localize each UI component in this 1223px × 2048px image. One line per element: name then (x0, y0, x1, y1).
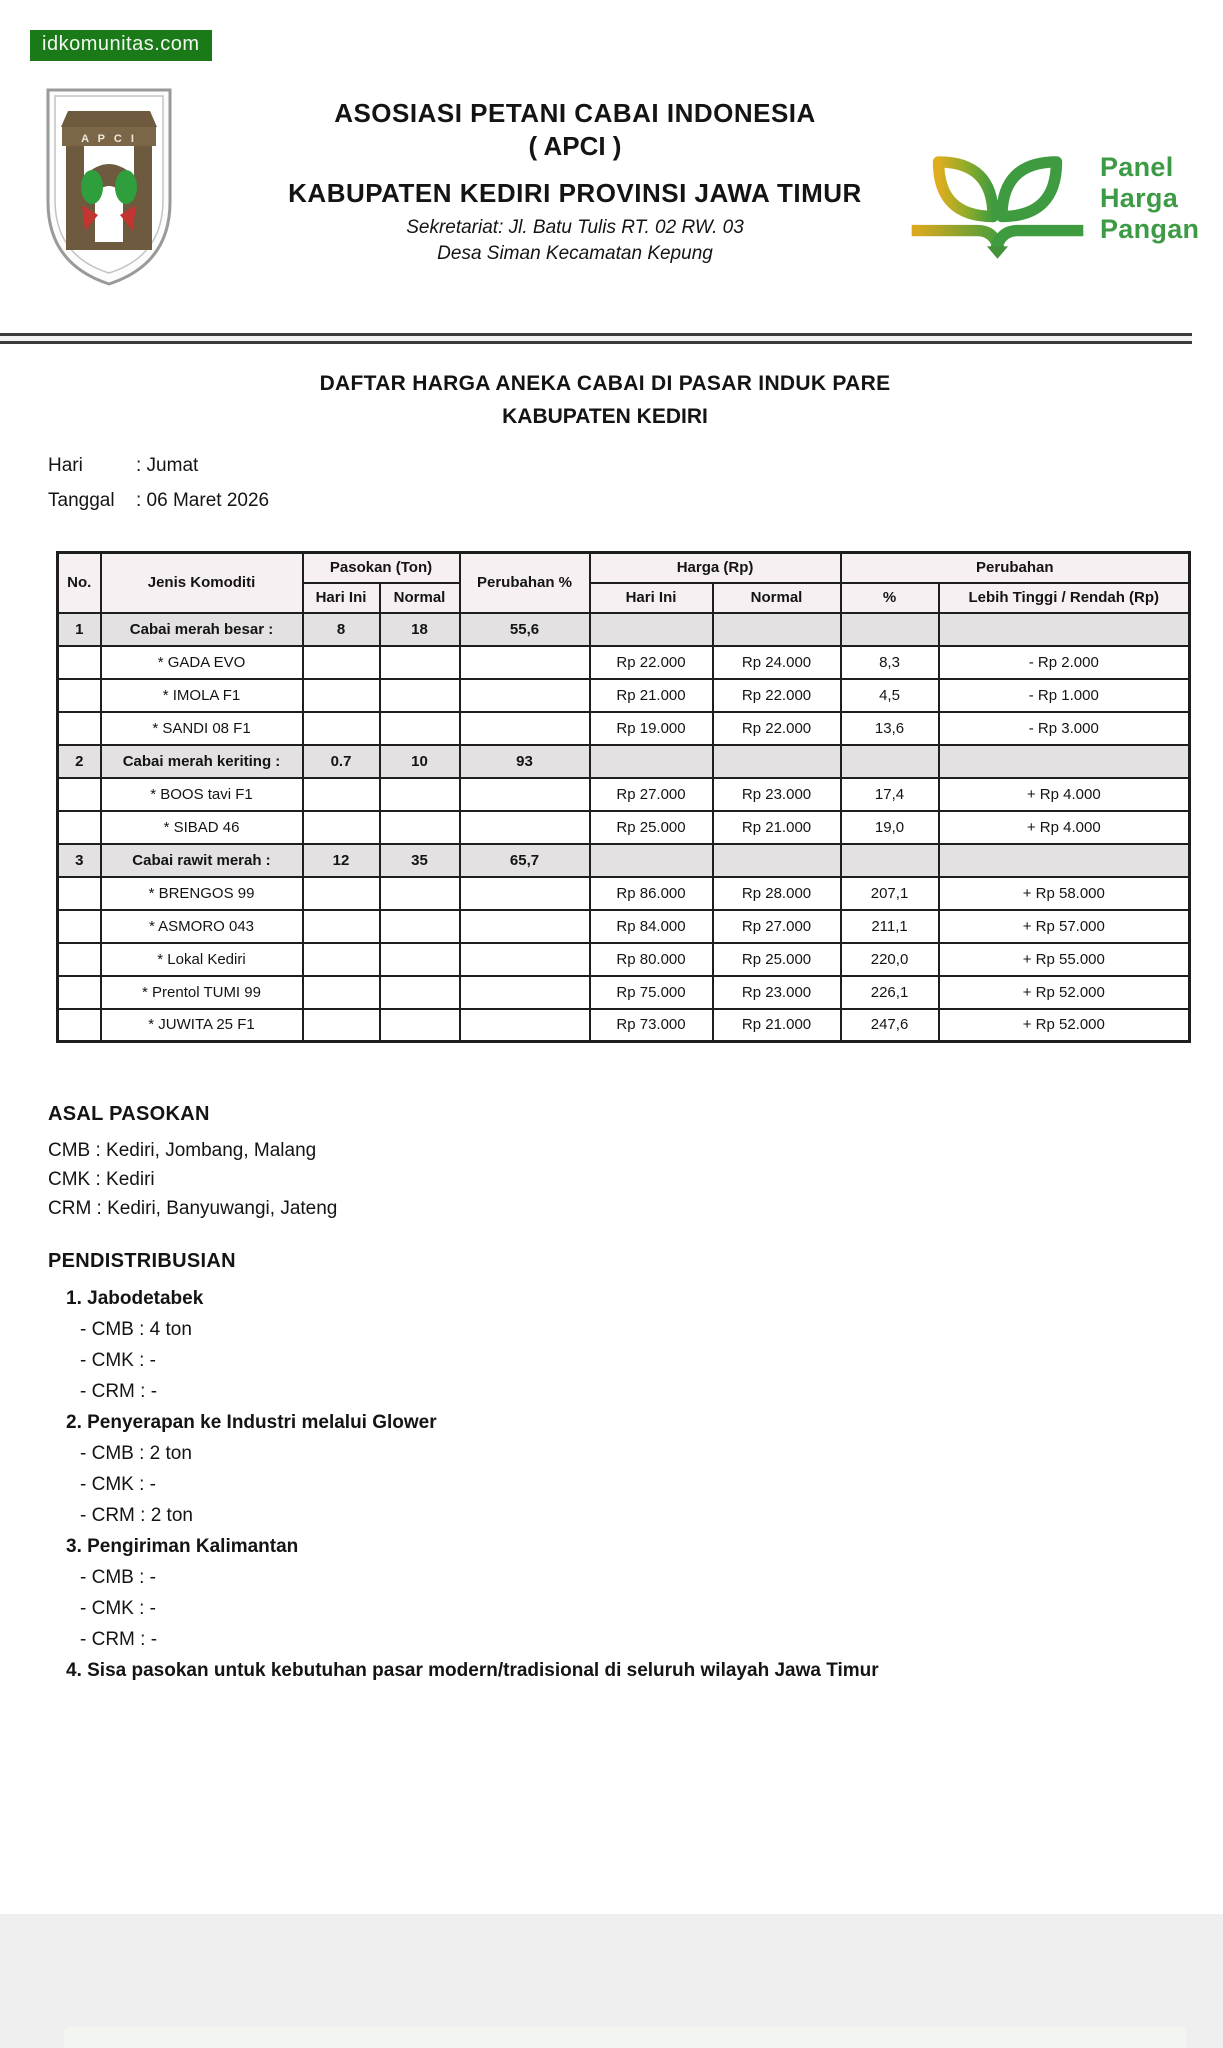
cell-komoditi: * ASMORO 043 (101, 910, 303, 943)
cell-perubahan-pct: 93 (460, 745, 590, 778)
col-header-pasokan-group: Pasokan (Ton) (303, 553, 460, 583)
cell-harga-hari-ini: Rp 86.000 (590, 877, 713, 910)
pendistribusian-item-line: - CMB : 2 ton (80, 1443, 192, 1464)
pendistribusian-item-line: - CMB : 4 ton (80, 1319, 192, 1340)
cell-pct: 17,4 (841, 778, 939, 811)
cell-harga-normal: Rp 22.000 (713, 679, 841, 712)
cell-pasokan-normal (380, 1009, 460, 1042)
cell-pct: 207,1 (841, 877, 939, 910)
cell-pct (841, 745, 939, 778)
secretariat-line1: Sekretariat: Jl. Batu Tulis RT. 02 RW. 03 (406, 217, 744, 238)
col-header-no: No. (58, 553, 101, 613)
document-title-line1: DAFTAR HARGA ANEKA CABAI DI PASAR INDUK PARE (319, 372, 891, 395)
cell-pasokan-normal (380, 943, 460, 976)
cell-komoditi: * GADA EVO (101, 646, 303, 679)
cell-pasokan-normal (380, 712, 460, 745)
col-header-harga-group: Harga (Rp) (590, 553, 841, 583)
cell-pasokan-normal (380, 877, 460, 910)
panel-logo-text-line3: Pangan (1100, 213, 1200, 244)
cell-perubahan-pct: 55,6 (460, 613, 590, 646)
cell-perubahan-pct (460, 877, 590, 910)
table-row-variety (58, 811, 1190, 844)
table-row-variety (58, 646, 1190, 679)
panel-logo-text-line2: Harga (1100, 182, 1179, 213)
cell-perubahan-pct (460, 1009, 590, 1042)
cell-perubahan-pct (460, 679, 590, 712)
cell-harga-normal (713, 745, 841, 778)
date-row (48, 490, 269, 512)
pendistribusian-item-title: 3. Pengiriman Kalimantan (66, 1536, 299, 1557)
cell-pct: 13,6 (841, 712, 939, 745)
cell-perubahan-pct (460, 778, 590, 811)
col-header-komoditi: Jenis Komoditi (101, 553, 303, 613)
cell-komoditi: * SIBAD 46 (101, 811, 303, 844)
pendistribusian-item-title: 4. Sisa pasokan untuk kebutuhan pasar modern/tradisional di seluruh wilayah Jawa Timur (66, 1660, 879, 1681)
table-row-category (58, 613, 1190, 646)
org-name-line2: ( APCI ) (528, 131, 622, 161)
table-row-variety (58, 910, 1190, 943)
pendistribusian-item-title: 2. Penyerapan ke Industri melalui Glower (66, 1412, 437, 1433)
cell-pasokan-normal (380, 778, 460, 811)
asal-pasokan-section (48, 1103, 337, 1223)
cell-pasokan-normal (380, 976, 460, 1009)
cell-selisih: - Rp 2.000 (939, 646, 1190, 679)
cell-selisih (939, 745, 1190, 778)
cell-no (58, 943, 101, 976)
table-row-variety (58, 679, 1190, 712)
cell-selisih (939, 844, 1190, 877)
pendistribusian-heading: PENDISTRIBUSIAN (48, 1250, 236, 1272)
apci-shield-logo (42, 85, 176, 289)
cell-harga-normal: Rp 22.000 (713, 712, 841, 745)
cell-pasokan-hari-ini (303, 712, 380, 745)
table-row-variety (58, 1009, 1190, 1042)
pendistribusian-item-line: - CRM : 2 ton (80, 1505, 193, 1526)
cell-komoditi: Cabai merah besar : (101, 613, 303, 646)
cell-no (58, 712, 101, 745)
cell-komoditi: * BOOS tavi F1 (101, 778, 303, 811)
cell-selisih: + Rp 52.000 (939, 976, 1190, 1009)
table-row-variety (58, 877, 1190, 910)
cell-no (58, 778, 101, 811)
cell-pasokan-hari-ini: 0.7 (303, 745, 380, 778)
cell-pct: 4,5 (841, 679, 939, 712)
pendistribusian-item-line: - CMK : - (80, 1350, 156, 1371)
pendistribusian-item-line: - CMK : - (80, 1598, 156, 1619)
cell-harga-normal (713, 613, 841, 646)
document-title (0, 372, 1210, 429)
cell-selisih: + Rp 4.000 (939, 778, 1190, 811)
asal-pasokan-heading: ASAL PASOKAN (48, 1103, 210, 1125)
cell-komoditi: * BRENGOS 99 (101, 877, 303, 910)
cell-pasokan-hari-ini (303, 646, 380, 679)
cell-harga-normal: Rp 24.000 (713, 646, 841, 679)
cell-pasokan-normal (380, 811, 460, 844)
secretariat-line2: Desa Siman Kecamatan Kepung (437, 243, 713, 264)
cell-no: 3 (58, 844, 101, 877)
col-header-harga-normal: Normal (713, 583, 841, 613)
day-row (48, 455, 269, 477)
cell-harga-normal: Rp 23.000 (713, 778, 841, 811)
cell-pasokan-normal: 35 (380, 844, 460, 877)
cell-harga-normal (713, 844, 841, 877)
cell-pct: 19,0 (841, 811, 939, 844)
cell-selisih: - Rp 3.000 (939, 712, 1190, 745)
cell-pasokan-normal: 18 (380, 613, 460, 646)
cell-pct (841, 613, 939, 646)
cell-perubahan-pct (460, 943, 590, 976)
cell-harga-normal: Rp 28.000 (713, 877, 841, 910)
col-header-pasokan-normal: Normal (380, 583, 460, 613)
watermark-banner: idkomunitas.com (30, 30, 212, 61)
cell-perubahan-pct (460, 646, 590, 679)
cell-selisih: + Rp 55.000 (939, 943, 1190, 976)
panel-logo-text-line1: Panel (1100, 151, 1174, 182)
cell-no (58, 679, 101, 712)
cell-harga-hari-ini: Rp 21.000 (590, 679, 713, 712)
cell-perubahan-pct (460, 910, 590, 943)
col-header-perubahan-pct: Perubahan % (460, 553, 590, 613)
cell-no: 2 (58, 745, 101, 778)
cell-harga-hari-ini: Rp 80.000 (590, 943, 713, 976)
cell-pasokan-hari-ini: 12 (303, 844, 380, 877)
table-row-category (58, 745, 1190, 778)
document-title-line2: KABUPATEN KEDIRI (502, 405, 708, 428)
cell-harga-normal: Rp 21.000 (713, 811, 841, 844)
cell-no (58, 811, 101, 844)
table-row-variety (58, 712, 1190, 745)
cell-pct (841, 844, 939, 877)
cell-no (58, 646, 101, 679)
cell-no (58, 976, 101, 1009)
cell-harga-hari-ini: Rp 19.000 (590, 712, 713, 745)
col-header-pasokan-hari-ini: Hari Ini (303, 583, 380, 613)
org-name-line1: ASOSIASI PETANI CABAI INDONESIA (334, 98, 816, 128)
table-row-category (58, 844, 1190, 877)
cell-pasokan-normal (380, 646, 460, 679)
cell-perubahan-pct: 65,7 (460, 844, 590, 877)
cell-harga-hari-ini: Rp 84.000 (590, 910, 713, 943)
asal-pasokan-line: CRM : Kediri, Banyuwangi, Jateng (48, 1198, 338, 1219)
cell-pasokan-normal (380, 679, 460, 712)
asal-pasokan-line: CMK : Kediri (48, 1169, 155, 1190)
scan-footer-strip (64, 2027, 1186, 2048)
panel-harga-pangan-logo (905, 128, 1215, 268)
cell-pasokan-hari-ini (303, 1009, 380, 1042)
date-value: : 06 Maret 2026 (136, 490, 270, 511)
cell-pasokan-hari-ini (303, 778, 380, 811)
panel-logo-text (1100, 152, 1199, 245)
col-header-harga-hari-ini: Hari Ini (590, 583, 713, 613)
cell-selisih (939, 613, 1190, 646)
cell-harga-hari-ini (590, 844, 713, 877)
cell-pasokan-normal (380, 910, 460, 943)
cell-perubahan-pct (460, 976, 590, 1009)
cell-harga-normal: Rp 27.000 (713, 910, 841, 943)
cell-pct: 220,0 (841, 943, 939, 976)
col-header-selisih: Lebih Tinggi / Rendah (Rp) (939, 583, 1190, 613)
cell-komoditi: * SANDI 08 F1 (101, 712, 303, 745)
scan-footer-edge (0, 1914, 1223, 2048)
cell-pct: 8,3 (841, 646, 939, 679)
day-value: : Jumat (136, 455, 199, 476)
cell-pct: 226,1 (841, 976, 939, 1009)
cell-harga-hari-ini: Rp 75.000 (590, 976, 713, 1009)
cell-harga-normal: Rp 21.000 (713, 1009, 841, 1042)
cell-pct: 247,6 (841, 1009, 939, 1042)
cell-harga-hari-ini (590, 613, 713, 646)
table-row-variety (58, 778, 1190, 811)
apci-logo-letters: A P C I (81, 133, 137, 145)
pendistribusian-section (48, 1250, 1048, 1686)
cell-harga-normal: Rp 25.000 (713, 943, 841, 976)
cell-pasokan-hari-ini (303, 943, 380, 976)
cell-harga-hari-ini: Rp 22.000 (590, 646, 713, 679)
day-label: Hari (48, 455, 83, 476)
cell-selisih: + Rp 58.000 (939, 877, 1190, 910)
cell-selisih: + Rp 52.000 (939, 1009, 1190, 1042)
cell-komoditi: * Prentol TUMI 99 (101, 976, 303, 1009)
pendistribusian-item-line: - CMB : - (80, 1567, 156, 1588)
cell-pct: 211,1 (841, 910, 939, 943)
apci-shield-icon (42, 85, 176, 289)
double-rule-divider (0, 333, 1192, 344)
col-header-perubahan-group: Perubahan (841, 553, 1190, 583)
cell-selisih: + Rp 4.000 (939, 811, 1190, 844)
cell-pasokan-hari-ini (303, 877, 380, 910)
cell-pasokan-normal: 10 (380, 745, 460, 778)
cell-harga-hari-ini (590, 745, 713, 778)
cell-harga-hari-ini: Rp 73.000 (590, 1009, 713, 1042)
cell-pasokan-hari-ini (303, 910, 380, 943)
asal-pasokan-line: CMB : Kediri, Jombang, Malang (48, 1140, 317, 1161)
cell-harga-hari-ini: Rp 25.000 (590, 811, 713, 844)
org-heading-block (205, 98, 945, 265)
cell-pasokan-hari-ini: 8 (303, 613, 380, 646)
cell-no (58, 910, 101, 943)
cell-no (58, 877, 101, 910)
table-row-variety (58, 976, 1190, 1009)
org-name-line3: KABUPATEN KEDIRI PROVINSI JAWA TIMUR (288, 178, 862, 208)
cell-pasokan-hari-ini (303, 679, 380, 712)
cell-pasokan-hari-ini (303, 811, 380, 844)
cell-selisih: - Rp 1.000 (939, 679, 1190, 712)
pendistribusian-item-title: 1. Jabodetabek (66, 1288, 204, 1309)
panel-harga-pangan-icon (905, 132, 1090, 264)
pendistribusian-item-line: - CRM : - (80, 1381, 158, 1402)
price-table (56, 551, 1191, 1043)
col-header-pct: % (841, 583, 939, 613)
pendistribusian-item-line: - CMK : - (80, 1474, 156, 1495)
cell-perubahan-pct (460, 811, 590, 844)
pendistribusian-item-line: - CRM : - (80, 1629, 158, 1650)
cell-komoditi: * JUWITA 25 F1 (101, 1009, 303, 1042)
table-row-variety (58, 943, 1190, 976)
cell-komoditi: Cabai rawit merah : (101, 844, 303, 877)
cell-perubahan-pct (460, 712, 590, 745)
date-label: Tanggal (48, 490, 115, 511)
cell-komoditi: * Lokal Kediri (101, 943, 303, 976)
cell-pasokan-hari-ini (303, 976, 380, 1009)
cell-selisih: + Rp 57.000 (939, 910, 1190, 943)
cell-komoditi: Cabai merah keriting : (101, 745, 303, 778)
cell-komoditi: * IMOLA F1 (101, 679, 303, 712)
cell-no: 1 (58, 613, 101, 646)
cell-harga-normal: Rp 23.000 (713, 976, 841, 1009)
cell-harga-hari-ini: Rp 27.000 (590, 778, 713, 811)
cell-no (58, 1009, 101, 1042)
document-meta (48, 455, 269, 525)
